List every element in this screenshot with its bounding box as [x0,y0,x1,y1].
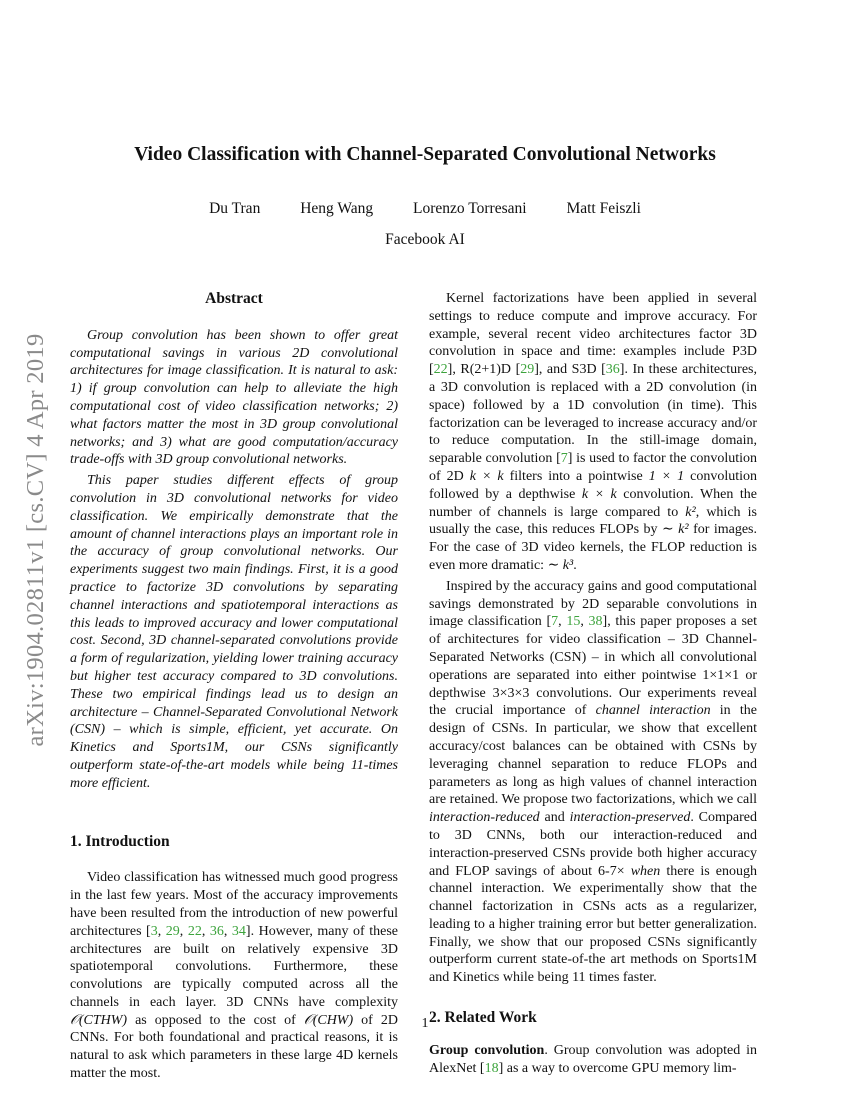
left-column [70,290,398,1083]
abstract-heading: Abstract [205,290,263,307]
math-expression: k × k [469,468,504,484]
math-expression: k² [685,504,696,520]
abstract-paragraph-2: This paper studies different effects of group convolution in 3D convolutional networks for video classification. We empirically demonstrate that the amount of channel interactions plays an important role in the accuracy of group convolutional networks. Our experiments suggest two main findings. First, it is a good practice to factorize 3D convolutions by separating channel interactions and spatiotemporal interactions as this leads to improved accuracy and lower computational cost. Second, 3D channel-separated convolutions provide a form of regularization, yielding lower training accuracy but higher test accuracy compared to 3D convolutions. These two empirical findings lead us to design an architecture – Channel-Separated Convolutional Network (CSN) – which is simple, efficient, yet accurate. On Kinetics and Sports1M, our CSNs significantly outperform state-of-the-art models while being 11-times more efficient. [70,473,398,791]
citation-link[interactable]: 36 [209,923,224,939]
citation-link[interactable]: 3 [150,923,158,939]
author-name: Lorenzo Torresani [413,200,527,217]
author-list [0,200,850,218]
math-expression: ∼ k² [662,522,689,538]
abstract-paragraph-1: Group convolution has been shown to offer great computational savings in various 2D convolutional architectures for image classification. It is natural to ask: 1) if group convolution can help to alleviate the high computational cost of video classification networks; 2) what factors matter the most in 3D group convolutional networks; and 3) what are good computation/accuracy trade-offs with 3D group convolutional networks. [70,327,398,468]
citation-link[interactable]: 18 [484,1060,499,1076]
factorization-paragraph: Kernel factorizations have been applied in several settings to reduce compute and improve accuracy. For example, several recent video architectures factor 3D convolution in space and time: examples include P3D [22], R(2+1)D [29], and S3D [36]. In these architectures, a 3D convolution is replaced with a 2D convolution (in space) followed by a 1D convolution (in time). This factorization can be leveraged to increase accuracy and/or to reduce computation. In the still-image domain, separable convolution [7] is used to factor the convolution of 2D k × k filters into a pointwise 1 × 1 convolution followed by a depthwise k × k convolution. When the number of channels is large compared to k², which is usually the case, this reduces FLOPs by ∼ k² for images. For the case of 3D video kernels, the FLOP reduction is even more dramatic: ∼ k³. [429,291,758,573]
introduction-heading: 1. Introduction [70,832,170,850]
citation-link[interactable]: 38 [588,614,603,630]
citation-link[interactable]: 22 [187,923,202,939]
math-expression: k × k [581,486,617,502]
affiliation: Facebook AI [385,231,465,248]
csn-paragraph: Inspired by the accuracy gains and good computational savings demonstrated by 2D separable convolutions in image classification [7, 15, 38], this paper proposes a set of architectures for video classification – 3D Channel-Separated Networks (CSN) – in which all convolutional operations are separated into either pointwise 1×1×1 or depthwise 3×3×3 convolutions. Our experiments reveal the crucial importance of channel interaction in the design of CSNs. In particular, we show that excellent accuracy/cost balances can be obtained with CSNs by leveraging channel separation to reduce FLOPs and parameters as long as high values of channel interaction are retained. We propose two factorizations, which we call interaction-reduced and interaction-preserved. Compared to 3D CNNs, both our interaction-reduced and interaction-preserved CSNs provide both higher accuracy and FLOP savings of about 6-7× when there is enough channel interaction. We experimentally show that the channel factorization in CSNs acts as a regularizer, leading to a higher training error but better generalization. Finally, we show that our proposed CSNs significantly outperform current state-of-the art methods on Sports1M and Kinetics while being 11 times faster. [429,578,758,986]
paper-title: Video Classification with Channel-Separated Convolutional Networks [134,144,716,165]
related-work-heading: 2. Related Work [429,1009,537,1027]
citation-link[interactable]: 7 [560,451,568,467]
author-name: Du Tran [209,200,261,217]
group-convolution-paragraph: Group convolution. Group convolution was adopted in AlexNet [18] as a way to overcome GPU memory lim- [429,1042,757,1076]
author-name: Matt Feiszli [566,200,641,217]
math-expression: 𝒪(CTHW) [70,1012,128,1028]
right-column [429,290,757,1077]
citation-link[interactable]: 29 [165,923,180,939]
math-expression: ∼ k³ [547,557,574,573]
introduction-paragraph: Video classification has witnessed much good progress in the last few years. Most of the accuracy improvements have been resulted from the introduction of new powerful architectures [3, 29, 22, 36, 34]. However, many of these architectures are built on relatively expensive 3D spatiotemporal convolutions. Furthermore, these convolutions are typically computed across all the channels in each layer. 3D CNNs have complexity 𝒪(CTHW) as opposed to the cost of 𝒪(CHW) of 2D CNNs. For both foundational and practical reasons, it is natural to ask which parameters in these large 4D kernels matter the most. [70,870,399,1082]
math-expression: 1 × 1 [648,468,685,484]
citation-link[interactable]: 15 [566,614,581,630]
citation-link[interactable]: 36 [605,362,620,378]
page-number: 1 [421,1016,429,1031]
citation-link[interactable]: 29 [520,362,535,378]
arxiv-identifier: arXiv:1904.02811v1 [cs.CV] 4 Apr 2019 [22,333,49,747]
citation-link[interactable]: 7 [551,614,559,630]
citation-link[interactable]: 34 [231,923,246,939]
math-expression: 𝒪(CHW) [303,1012,354,1028]
citation-link[interactable]: 22 [433,362,448,378]
author-name: Heng Wang [300,200,374,217]
